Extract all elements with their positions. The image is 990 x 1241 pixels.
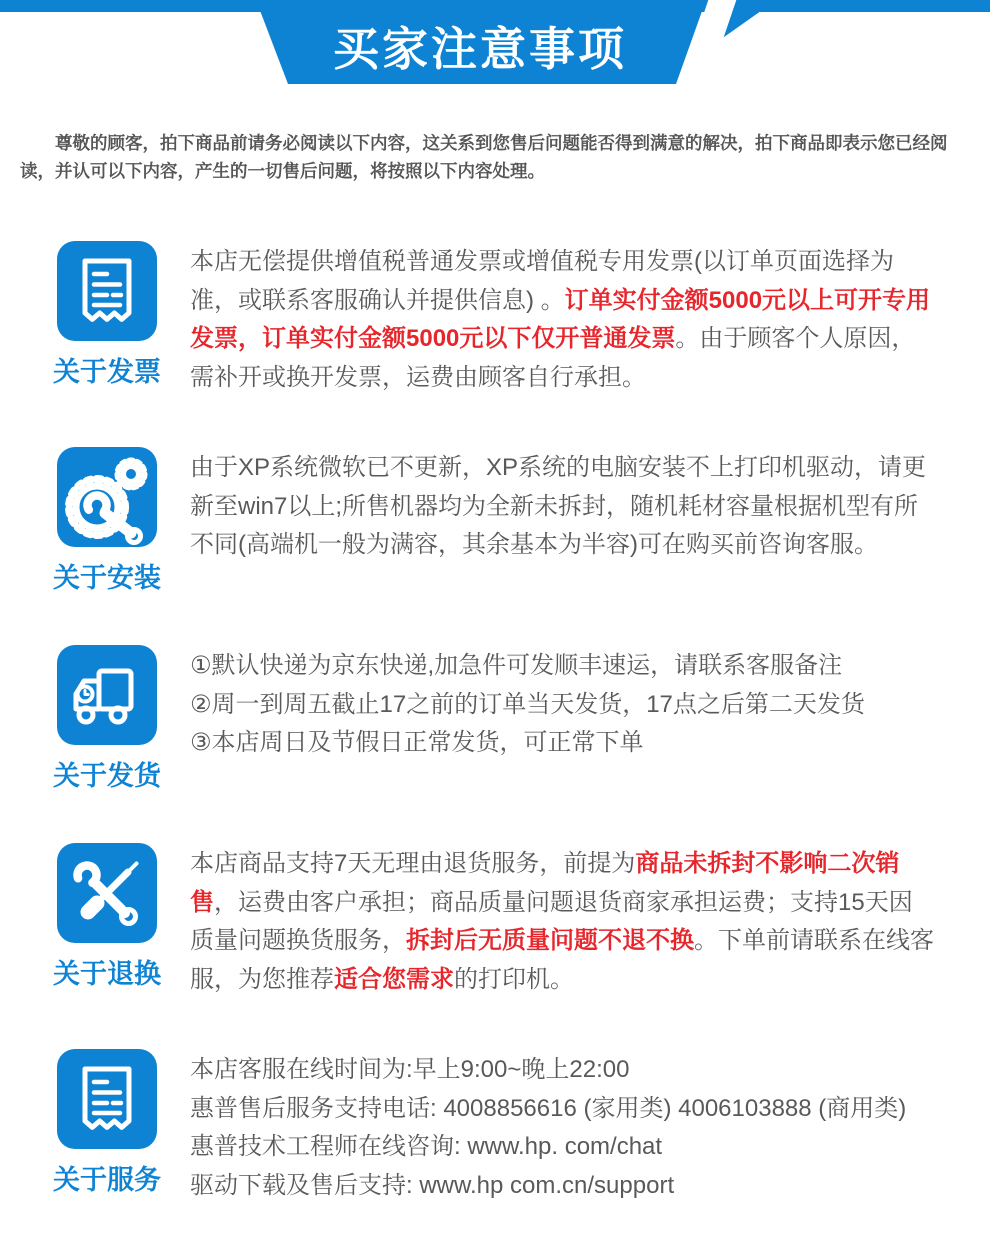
body-text: 。下单前请联系在线客服，为您推荐 [190, 927, 934, 993]
highlighted-text: 适合您需求 [334, 965, 454, 993]
gear-wrench-icon [57, 447, 157, 547]
section-label: 关于发票 [53, 357, 161, 388]
body-text: 的打印机。 [454, 965, 574, 993]
section-paragraph [190, 845, 935, 999]
section-paragraph [190, 647, 935, 686]
section-paragraph [190, 449, 935, 565]
section-label: 关于安装 [53, 563, 161, 594]
section-label: 关于退换 [53, 959, 161, 990]
crossed-tools-icon [57, 843, 157, 943]
body-text: 惠普售后服务支持电话: 4008856616 (家用类) 4006103888 (商用类) [190, 1094, 907, 1122]
section-install [48, 447, 990, 595]
body-text: ①默认快递为京东快递,加急件可发顺丰速运，请联系客服备注 [190, 652, 843, 680]
sections-container [48, 241, 990, 1205]
section-text [190, 449, 935, 565]
section-invoice [48, 241, 990, 397]
highlighted-text: 订单实付金额5000元以上可开专用发票，订单实付金额5000元以下仅开普通发票 [190, 286, 931, 353]
section-text [190, 845, 935, 999]
body-text: ，运费由客户承担；商品质量问题退货商家承担运费；支持15天因质量问题换货服务， [190, 888, 913, 955]
body-text: 由于XP系统微软已不更新，XP系统的电脑安装不上打印机驱动，请更新至win7以上;所售机器均为全新未拆封，随机耗材容量根据机型有所不同(高端机一般为满容，其余基本为半容)可在购买前咨询客服。 [190, 454, 927, 559]
section-paragraph [190, 1090, 935, 1129]
body-text: 惠普技术工程师在线咨询: www.hp. com/chat [190, 1133, 663, 1161]
highlighted-text: 商品未拆封不影响二次销售 [190, 850, 900, 916]
body-text: 本店商品支持7天无理由退货服务，前提为 [190, 850, 636, 878]
section-returns [48, 843, 990, 999]
section-icon-column [48, 241, 166, 389]
section-icon-column [48, 1049, 166, 1197]
page-title: 买家注意事项 [333, 23, 627, 75]
section-paragraph [190, 1051, 935, 1090]
section-text [190, 1051, 935, 1205]
body-text: ③本店周日及节假日正常发货，可正常下单 [190, 729, 644, 757]
banner [0, 0, 990, 90]
section-paragraph [190, 1167, 935, 1206]
section-paragraph [190, 724, 935, 763]
intro-text: 尊敬的顾客，拍下商品前请务必阅读以下内容，这关系到您售后问题能否得到满意的解决，拍下商品即表示您已经阅读，并认可以下内容，产生的一切售后问题，将按照以下内容处理。 [20, 133, 948, 181]
section-service [48, 1049, 990, 1205]
body-text: 本店无偿提供增值税普通发票或增值税专用发票(以订单页面选择为准，或联系客服确认并提供信息) 。 [190, 248, 894, 314]
section-icon-column [48, 447, 166, 595]
section-label: 关于发货 [53, 761, 161, 792]
section-paragraph [190, 1128, 935, 1167]
body-text: 。由于顾客个人原因，需补开或换开发票，运费由顾客自行承担。 [190, 325, 916, 391]
section-text [190, 243, 935, 397]
receipt-icon [57, 241, 157, 341]
section-paragraph [190, 243, 935, 397]
section-icon-column [48, 645, 166, 793]
section-label: 关于服务 [53, 1165, 161, 1196]
body-text: ②周一到周五截止17之前的订单当天发货，17点之后第二天发货 [190, 690, 865, 718]
body-text: 驱动下载及售后支持: www.hp com.cn/support [190, 1171, 675, 1199]
section-text [190, 647, 935, 763]
receipt-icon [57, 1049, 157, 1149]
section-paragraph [190, 686, 935, 725]
section-shipping [48, 645, 990, 793]
body-text: 本店客服在线时间为:早上9:00~晚上22:00 [190, 1056, 630, 1084]
section-icon-column [48, 843, 166, 991]
truck-icon [57, 645, 157, 745]
highlighted-text: 拆封后无质量问题不退不换 [406, 927, 694, 955]
